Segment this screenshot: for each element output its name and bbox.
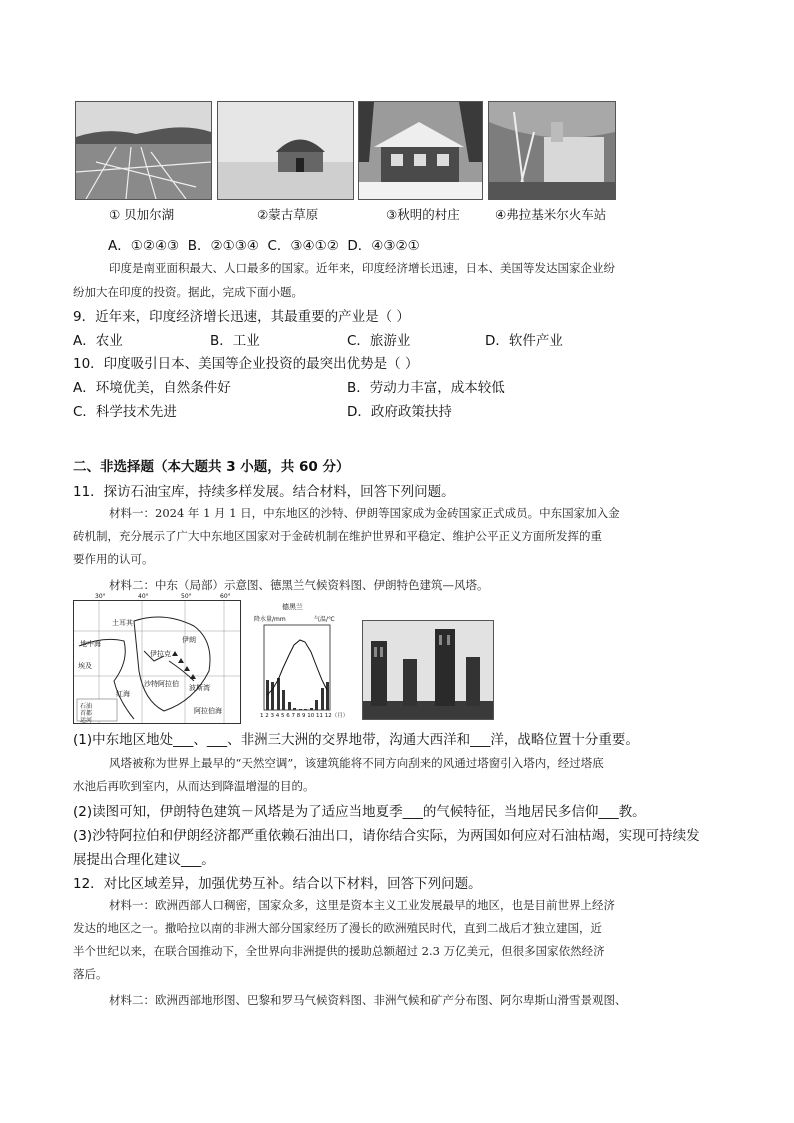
photo-caption: ③秋明的村庄 <box>386 207 460 222</box>
wind-tower-photo <box>362 620 494 720</box>
map-label: 土耳其 <box>112 619 133 627</box>
map-tick: 40° <box>138 593 149 600</box>
map-label: 波斯湾 <box>189 684 210 692</box>
india-intro-line: 纷加大在印度的投资。据此，完成下面小题。 <box>73 285 303 299</box>
question-9-stem: 9．近年来，印度经济增长迅速，其最重要的产业是（ ） <box>73 309 410 325</box>
map-tick: 30° <box>95 593 106 600</box>
middle-east-map <box>73 600 241 724</box>
map-label: 阿拉伯海 <box>194 707 222 715</box>
q9-option-c: C．旅游业 <box>347 333 411 349</box>
photo-tyumen-village <box>358 101 483 200</box>
india-intro-line: 印度是南亚面积最大、人口最多的国家。近年来，印度经济增长迅速，日本、美国等发达国家企业纷 <box>109 261 615 275</box>
photo-vladimir-station <box>488 101 616 200</box>
q10-option-b: B．劳动力丰富，成本较低 <box>347 380 505 396</box>
map-label: 伊朗 <box>182 636 196 644</box>
q9-option-a: A．农业 <box>73 333 123 349</box>
photo-caption: ②蒙古草原 <box>257 207 319 222</box>
question-10-stem: 10．印度吸引日本、美国等企业投资的最突出优势是（ ） <box>73 356 419 372</box>
photo-mongolian-grassland <box>217 101 354 200</box>
map-legend-item: 运河 <box>80 717 93 724</box>
map-label: 红海 <box>116 690 130 698</box>
map-label: 埃及 <box>78 662 92 670</box>
q11-part-1: (1)中东地区地处___、___、非洲三大洲的交界地带，沟通大西洋和___洋，战略位置十分重要。 <box>73 732 639 748</box>
map-label: 伊拉克 <box>150 650 171 658</box>
photo-caption: ① 贝加尔湖 <box>109 207 175 222</box>
q11-material-1: 要作用的认可。 <box>73 552 154 566</box>
map-tick: 50° <box>181 593 192 600</box>
climate-chart-title: 德黑兰 <box>282 603 303 611</box>
q10-option-c: C．科学技术先进 <box>73 404 177 420</box>
q12-material-1: 半个世纪以来，在联合国推动下，全世界向非洲提供的援助总额超过 2.3 万亿美元，但很多国家依然经济 <box>73 944 605 958</box>
map-legend-item: 首都 <box>80 710 93 717</box>
map-legend-item: 石油 <box>80 703 93 710</box>
photo-caption: ④弗拉基米尔火车站 <box>495 207 607 222</box>
question-12-stem: 12．对比区域差异，加强优势互补。结合以下材料，回答下列问题。 <box>73 876 482 892</box>
q12-material-1: 发达的地区之一。撒哈拉以南的非洲大部分国家经历了漫长的欧洲殖民时代，直到二战后才独立建国，近 <box>73 921 602 935</box>
q11-part-3: 展提出合理化建议___。 <box>73 852 215 868</box>
map-label: 地中海 <box>80 640 101 648</box>
climate-month-axis: 1 2 3 4 5 6 7 8 9 10 11 12（月） <box>260 713 349 719</box>
q11-part-3: (3)沙特阿拉伯和伊朗经济都严重依赖石油出口，请你结合实际，为两国如何应对石油枯竭，实现可持续发 <box>73 828 700 844</box>
q12-material-2: 材料二：欧洲西部地形图、巴黎和罗马气候资料图、非洲气候和矿产分布图、阿尔卑斯山滑雪景观图、 <box>109 993 627 1007</box>
q11-material-1: 材料一：2024 年 1 月 1 日，中东地区的沙特、伊朗等国家成为金砖国家正式成员。中东国家加入金 <box>109 506 620 520</box>
q11-part-2: (2)读图可知，伊朗特色建筑－风塔是为了适应当地夏季___的气候特征，当地居民多信仰___教。 <box>73 804 646 820</box>
q9-option-b: B．工业 <box>210 333 260 349</box>
question-11-stem: 11．探访石油宝库，持续多样发展。结合材料，回答下列问题。 <box>73 484 455 500</box>
q11-material-1: 砖机制，充分展示了广大中东地区国家对于金砖机制在维护世界和平稳定、维护公平正义方面所发挥的重 <box>73 529 602 543</box>
q10-option-a: A．环境优美，自然条件好 <box>73 380 231 396</box>
q12-material-1: 落后。 <box>73 967 108 981</box>
q8-options: A．①②④③ B．②①③④ C．③④①② D．④③②① <box>108 238 420 254</box>
map-tick: 60° <box>220 593 231 600</box>
climate-y-label-left: 降水量/mm <box>254 616 286 623</box>
photo-baikal-lake <box>75 101 212 200</box>
tehran-climate-chart <box>254 600 349 722</box>
wind-tower-note: 水池后再吹到室内，从而达到降温增湿的目的。 <box>73 779 315 793</box>
wind-tower-note: 风塔被称为世界上最早的“天然空调”，该建筑能将不同方向刮来的风通过塔窗引入塔内，经过塔底 <box>109 756 604 770</box>
q9-option-d: D．软件产业 <box>485 333 563 349</box>
q10-option-d: D．政府政策扶持 <box>347 404 452 420</box>
q12-material-1: 材料一：欧洲西部人口稠密，国家众多，这里是资本主义工业发展最早的地区，也是目前世界上经济 <box>109 898 615 912</box>
section-2-heading: 二、非选择题（本大题共 3 小题，共 60 分） <box>73 459 350 475</box>
q11-material-2: 材料二：中东（局部）示意图、德黑兰气候资料图、伊朗特色建筑—风塔。 <box>109 578 489 592</box>
climate-y-label-right: 气温/℃ <box>314 616 335 623</box>
map-label: 沙特阿拉伯 <box>144 680 179 688</box>
